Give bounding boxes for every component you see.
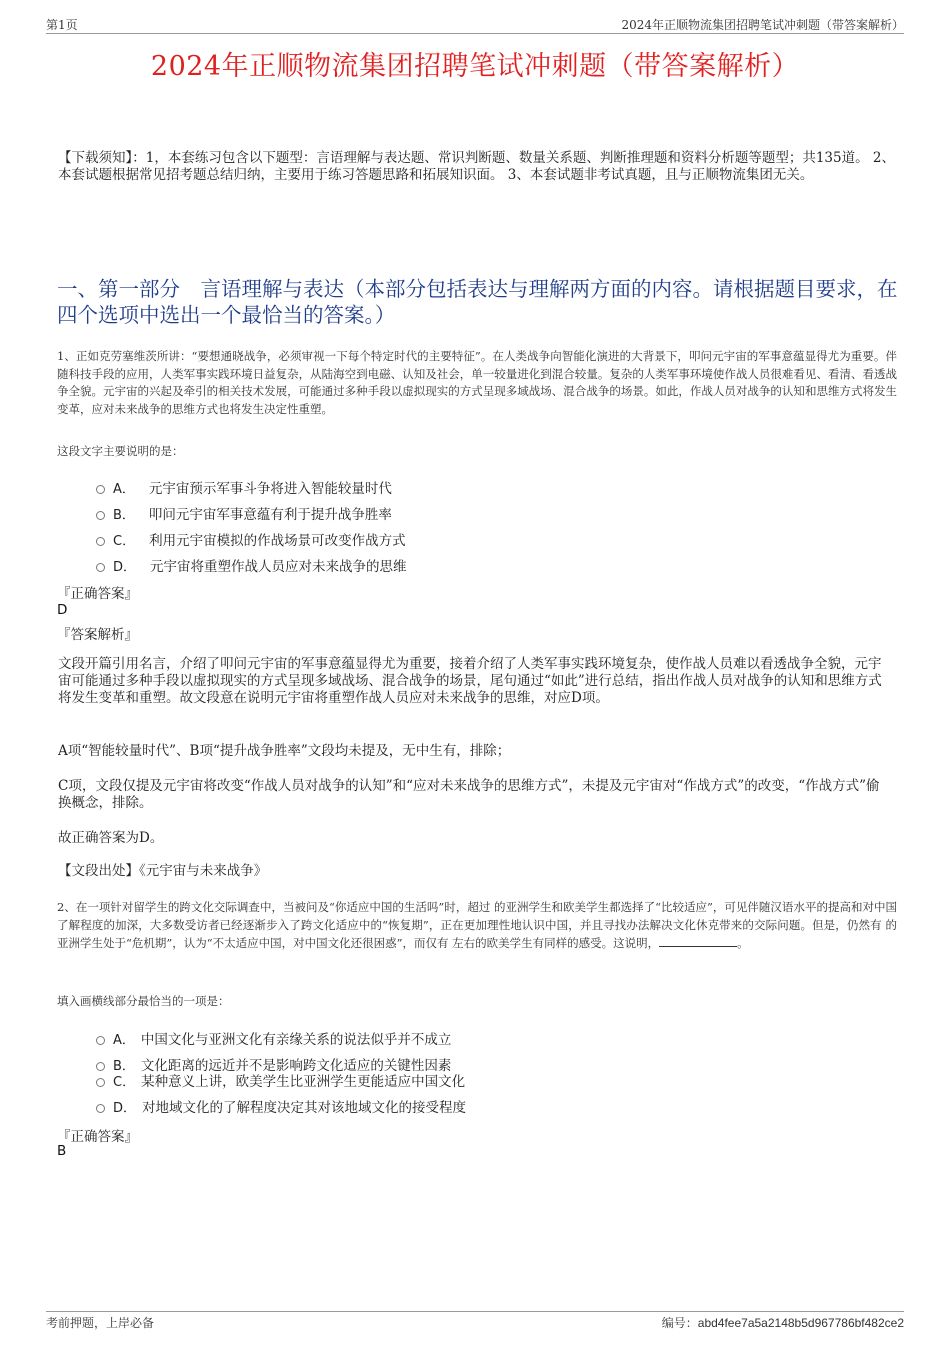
question-1-option-d[interactable] bbox=[96, 555, 407, 575]
radio-icon[interactable] bbox=[96, 537, 105, 546]
section-heading: 一、第一部分 言语理解与表达（本部分包括表达与理解两方面的内容。请根据题目要求，在四个选项中选出一个最恰当的答案。） bbox=[57, 277, 898, 327]
question-2-end: 。 bbox=[737, 936, 749, 950]
fill-blank bbox=[659, 934, 737, 947]
analysis-paragraph: A项“智能较量时代”、B项“提升战争胜率”文段均未提及，无中生有，排除； bbox=[58, 743, 511, 759]
question-2-prompt: 填入画横线部分最恰当的一项是： bbox=[57, 994, 230, 1008]
answer-label: 『正确答案』 bbox=[57, 586, 138, 602]
answer-label: 『正确答案』 bbox=[57, 1129, 138, 1145]
source-line bbox=[58, 863, 886, 880]
question-2-answer: B bbox=[57, 1143, 67, 1159]
question-2-body: 2、在一项针对留学生的跨文化交际调查中，当被问及“你适应中国的生活吗”时，超过 的亚洲学生和欧美学生都选择了“比较适应”，可见伴随汉语水平的提高和对中国了解程度的加深，大多数受访者已经逐渐步入了跨文化适应中的“恢复期”，正在更加理性地认识中国，并且寻找办法解决文化休克带来的交际问题。但是，仍然有 的亚洲学生处于“危机期”，认为“不太适应中国，对中国文化还很困惑”，而仅有 左右的欧美学生有同样的感受。这说明， bbox=[57, 900, 897, 950]
question-1-option-b[interactable] bbox=[96, 503, 392, 523]
question-2-option-a[interactable] bbox=[96, 1028, 451, 1048]
footer-rule bbox=[46, 1311, 904, 1312]
question-2-option-d[interactable] bbox=[96, 1096, 466, 1116]
option-letter: D． bbox=[113, 559, 137, 575]
option-text: 元宇宙预示军事斗争将进入智能较量时代 bbox=[148, 481, 392, 497]
question-1-answer: D bbox=[57, 602, 68, 618]
radio-icon[interactable] bbox=[96, 563, 105, 572]
analysis-paragraph: 文段开篇引用名言，介绍了叩问元宇宙的军事意蕴显得尤为重要，接着介绍了人类军事实践环境复杂，使作战人员难以看透战争全貌，元宇宙可能通过多种手段以虚拟现实的方式呈现多域战场、混合战争的场景，尾句通过“如此”进行总结，指出作战人员对战争的认知和思维方式将发生变革和重塑。故文段意在说明元宇宙将重塑作战人员应对未来战争的思维，对应D项。 bbox=[58, 656, 882, 706]
option-letter: A． bbox=[113, 481, 135, 497]
option-text: 对地域文化的了解程度决定其对该地域文化的接受程度 bbox=[142, 1100, 467, 1116]
radio-icon[interactable] bbox=[96, 1104, 105, 1113]
question-1-text: 1、正如克劳塞维茨所讲：“要想通晓战争，必须审视一下每个特定时代的主要特征”。在人类战争向智能化演进的大背景下，叩问元宇宙的军事意蕴显得尤为重要。伴随科技手段的应用，人类军事实践环境日益复杂，从陆海空到电磁、认知及社会，单一较量进化到混合较量。复杂的人类军事环境使作战人员很难看见、看清、看透战争全貌。元宇宙的兴起及牵引的相关技术发展，可能通过多种手段以虚拟现实的方式呈现多域战场、混合战争的场景。如此，作战人员对战争的认知和思维方式将发生变革，应对未来战争的思维方式也将发生决定性重塑。 bbox=[57, 349, 897, 416]
footer-code-label: 编号： bbox=[661, 1316, 698, 1330]
source-title: 《元宇宙与未来战争》 bbox=[139, 863, 268, 879]
radio-icon[interactable] bbox=[96, 1036, 105, 1045]
option-text: 中国文化与亚洲文化有亲缘关系的说法似乎并不成立 bbox=[140, 1032, 452, 1048]
header-doc-title: 2024年正顺物流集团招聘笔试冲刺题（带答案解析） bbox=[621, 18, 904, 32]
question-2-text bbox=[57, 899, 897, 953]
option-letter: C． bbox=[113, 533, 136, 549]
option-letter: A． bbox=[113, 1032, 135, 1048]
option-letter: B． bbox=[113, 1058, 135, 1074]
download-notice: 【下载须知】：1，本套练习包含以下题型：言语理解与表达题、常识判断题、数量关系题、判断推理题和资料分析题等题型；共135道。 2、本套试题根据常见招考题总结归纳，主要用于练习答题思路和拓展知识面。 3、本套试题非考试真题，且与正顺物流集团无关。 bbox=[58, 150, 895, 183]
page-title: 2024年正顺物流集团招聘笔试冲刺题（带答案解析） bbox=[150, 51, 800, 82]
option-letter: D． bbox=[113, 1100, 137, 1116]
footer-code bbox=[662, 1314, 904, 1331]
question-1-option-a[interactable] bbox=[96, 477, 392, 497]
radio-icon[interactable] bbox=[96, 485, 105, 494]
question-1-option-c[interactable] bbox=[96, 529, 406, 549]
option-text: 利用元宇宙模拟的作战场景可改变作战方式 bbox=[149, 533, 406, 549]
radio-icon[interactable] bbox=[96, 511, 105, 520]
option-text: 文化距离的远近并不是影响跨文化适应的关键性因素 bbox=[140, 1058, 452, 1074]
radio-icon[interactable] bbox=[96, 1078, 105, 1087]
question-2-option-c[interactable] bbox=[96, 1070, 465, 1090]
option-text: 叩问元宇宙军事意蕴有利于提升战争胜率 bbox=[148, 507, 392, 523]
footer-slogan: 考前押题，上岸必备 bbox=[46, 1316, 155, 1330]
option-letter: C． bbox=[113, 1074, 136, 1090]
option-text: 某种意义上讲，欧美学生比亚洲学生更能适应中国文化 bbox=[141, 1074, 466, 1090]
option-text: 元宇宙将重塑作战人员应对未来战争的思维 bbox=[150, 559, 407, 575]
option-letter: B． bbox=[113, 507, 135, 523]
header-rule bbox=[46, 33, 904, 34]
analysis-paragraph: C项，文段仅提及元宇宙将改变“作战人员对战争的认知”和“应对未来战争的思维方式”，未提及元宇宙对“作战方式”的改变，“作战方式”偷换概念，排除。 bbox=[58, 778, 880, 811]
question-1-prompt: 这段文字主要说明的是： bbox=[57, 444, 184, 458]
analysis-paragraph: 故正确答案为D。 bbox=[58, 830, 164, 846]
analysis-label: 『答案解析』 bbox=[57, 627, 138, 643]
page-number: 第1页 bbox=[46, 18, 78, 32]
footer-code-value: abd4fee7a5a2148b5d967786bf482ce2 bbox=[697, 1316, 904, 1330]
source-label: 【文段出处】 bbox=[58, 863, 139, 879]
